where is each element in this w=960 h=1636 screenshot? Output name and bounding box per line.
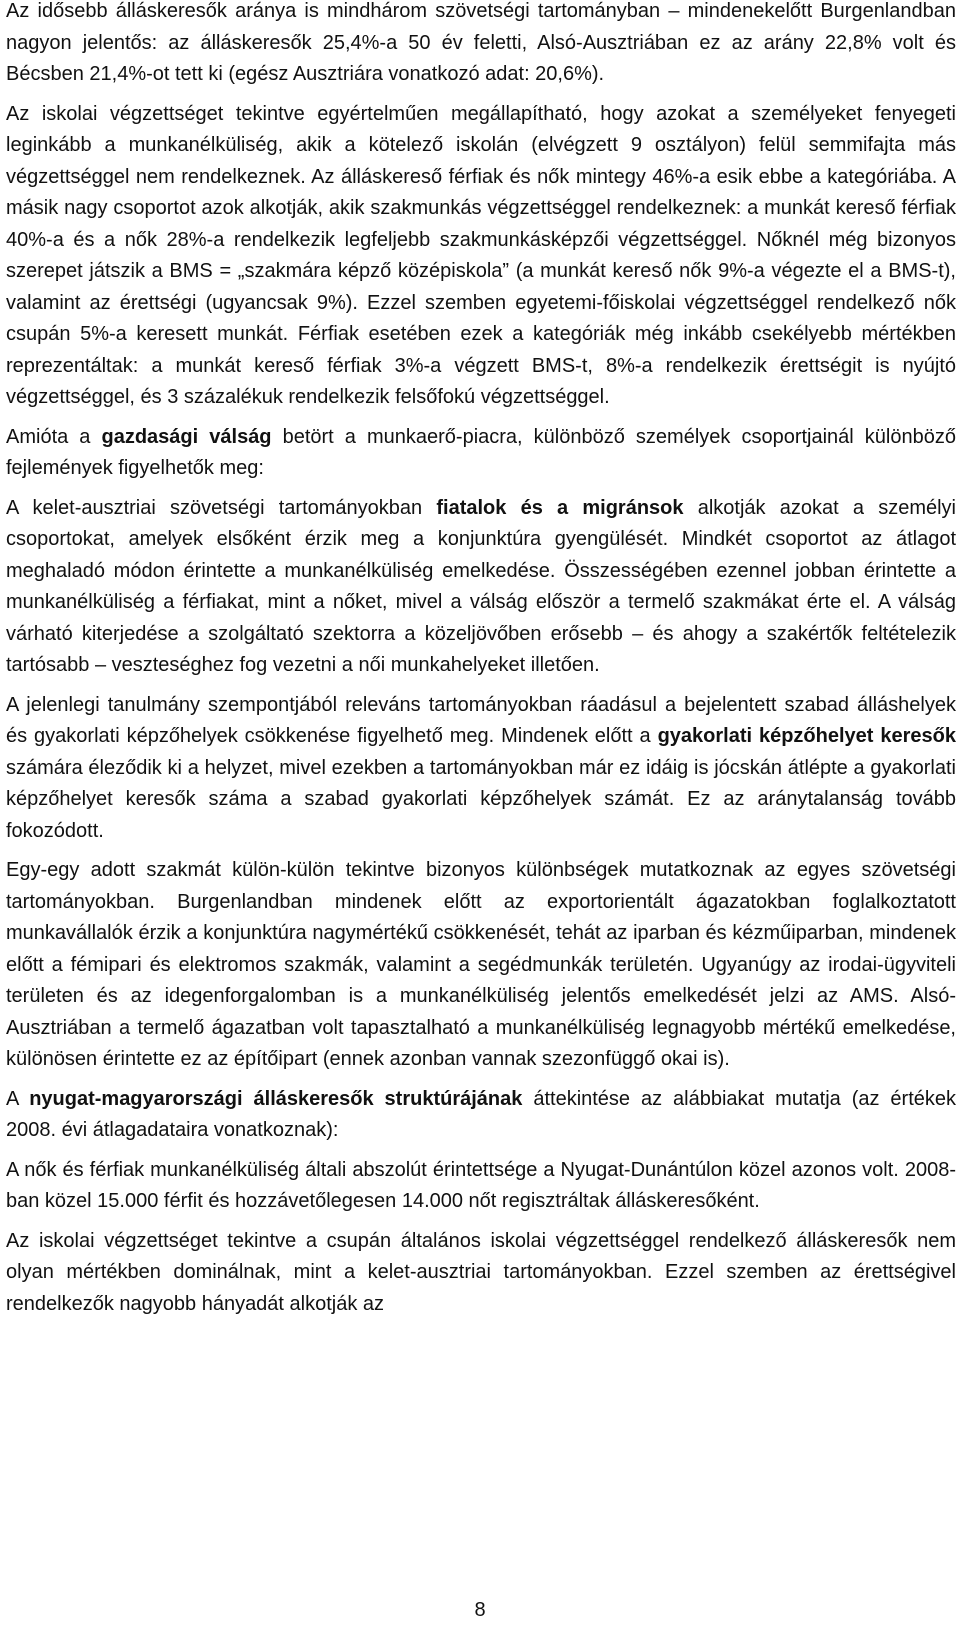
paragraph-text: Amióta a xyxy=(6,425,102,448)
paragraph-western-hungary-intro xyxy=(6,1084,956,1147)
paragraph-youth-migrants xyxy=(6,493,956,682)
paragraph-text: számára éleződik ki a helyzet, mivel ezekben a tartományokban már ez idáig is jócskán átlépte a gyakorlati képzőhelyet keresők száma a szabad gyakorlati képzőhelyek számát. Ez az aránytalanság tovább fokozódott. xyxy=(6,756,956,842)
paragraph-text: alkotják azokat a személyi csoportokat, amelyek elsőként érzik meg a konjunktúra gyengülését. Mindkét csoportot az átlagot meghaladó módon érintette a munkanélküliség emelkedése. Összességében ezennel jobban érintette a munkanélküliség a férfiakat, mint a nőket, mivel a válság először a termelő szakmákat érte el. A válság várható kiterjedése a szolgáltató szektorra a közeljövőben erősebb – és ahogy a szakértők feltételezik tartósabb – veszteséghez fog vezetni a női munkahelyeket illetően. xyxy=(6,496,956,676)
paragraph-older-jobseekers xyxy=(6,0,956,91)
bold-term: gazdasági válság xyxy=(101,425,272,448)
paragraph-gender-stats xyxy=(6,1155,956,1218)
bold-term: nyugat-magyarországi álláskeresők struktúrájának xyxy=(29,1087,523,1110)
paragraph-text: áttekintése az alábbiakat mutatja (az értékek 2008. évi átlagadataira vonatkoznak): xyxy=(6,1087,957,1141)
paragraph-education-level xyxy=(6,99,956,414)
paragraph-text: Az iskolai végzettséget tekintve egyértelműen megállapítható, hogy azokat a személyeket fenyegeti leginkább a munkanélküliség, akik a kötelező iskolán (elvégzett 9 osztályon) felül semmifajta más végzettséggel nem rendelkeznek. Az álláskereső férfiak és nők mintegy 46%-a esik ebbe a kategóriába. A másik nagy csoportot azok alkotják, akik szakmunkás végzettséggel rendelkeznek: a munkát kereső férfiak 40%-a és a nők 28%-a rendelkezik legfeljebb szakmunkásképzői végzettséggel. Nőknél még bizonyos szerepet játszik a BMS = „szakmára képző középiskola” (a munkát kereső nők 9%-a végezte el a BMS-t), valamint az érettségi (ugyancsak 9%). Ezzel szemben egyetemi-főiskolai végzettséggel rendelkező nők csupán 5%-a keresett munkát. Férfiak esetében ezek a kategóriák még inkább csekélyebb mértékben reprezentáltak: a munkát kereső férfiak 3%-a végzett BMS-t, 8%-a rendelkezik érettségit is nyújtó végzettséggel, és 3 százalékuk rendelkezik felsőfokú végzettséggel. xyxy=(6,102,956,408)
bold-term: gyakorlati képzőhelyet keresők xyxy=(657,725,956,747)
paragraph-text: A nők és férfiak munkanélküliség általi abszolút érintettsége a Nyugat-Dunántúlon közel azonos volt. 2008-ban közel 15.000 férfit és hozzávetőlegesen 14.000 nőt regisztráltak álláskeresőként. xyxy=(6,1158,956,1212)
page-number: 8 xyxy=(474,1599,486,1621)
paragraph-training-places xyxy=(6,690,956,848)
paragraph-text: A kelet-ausztriai szövetségi tartományokban xyxy=(6,496,437,519)
paragraph-text: betört a munkaerő-piacra, különböző személyek csoportjainál különböző fejlemények figyelhetők meg: xyxy=(6,425,956,479)
paragraph-text: Egy-egy adott szakmát külön-külön tekintve bizonyos különbségek mutatkoznak az egyes szövetségi tartományokban. Burgenlandban mindenek előtt az exportorientált ágazatokban foglalkoztatott munkavállalók érzik a konjunktúra nagymértékű csökkenését, tehát az iparban és kézműiparban, mindenek előtt a fémipari és elektromos szakmák, valamint a segédmunkák területén. Ugyanúgy az irodai-ügyviteli területen és az idegenforgalomban is a munkanélküliség jelentős emelkedését jelzi az AMS. Alsó-Ausztriában a termelő ágazatban volt tapasztalható a munkanélküliség legnagyobb mértékű emelkedése, különösen érintette ez az építőipart (ennek azonban vannak szezonfüggő okai is). xyxy=(6,859,956,1070)
paragraph-regional-differences xyxy=(6,855,956,1076)
bold-term: fiatalok és a migránsok xyxy=(436,496,684,519)
paragraph-text: Az idősebb álláskeresők aránya is mindhárom szövetségi tartományban – mindenekelőtt Burgenlandban nagyon jelentős: az álláskeresők 25,4%-a 50 év feletti, Alsó-Ausztriában ez az arány 22,8% volt és Bécsben 21,4%-ot tett ki (egész Ausztriára vonatkozó adat: 20,6%). xyxy=(6,0,956,85)
document-page xyxy=(6,0,956,1328)
paragraph-text: A jelenlegi tanulmány szempontjából releváns tartományokban ráadásul a bejelentett szabad álláshelyek és gyakorlati képzőhelyek csökkenése figyelhető meg. Mindenek előtt a xyxy=(6,693,956,747)
paragraph-economic-crisis xyxy=(6,422,956,485)
paragraph-text: Az iskolai végzettséget tekintve a csupán általános iskolai végzettséggel rendelkező álláskeresők nem olyan mértékben dominálnak, mint a kelet-ausztriai tartományokban. Ezzel szemben az érettségivel rendelkezők nagyobb hányadát alkotják az xyxy=(6,1229,956,1315)
paragraph-text: A xyxy=(6,1087,30,1110)
paragraph-western-hungary-education xyxy=(6,1226,956,1321)
